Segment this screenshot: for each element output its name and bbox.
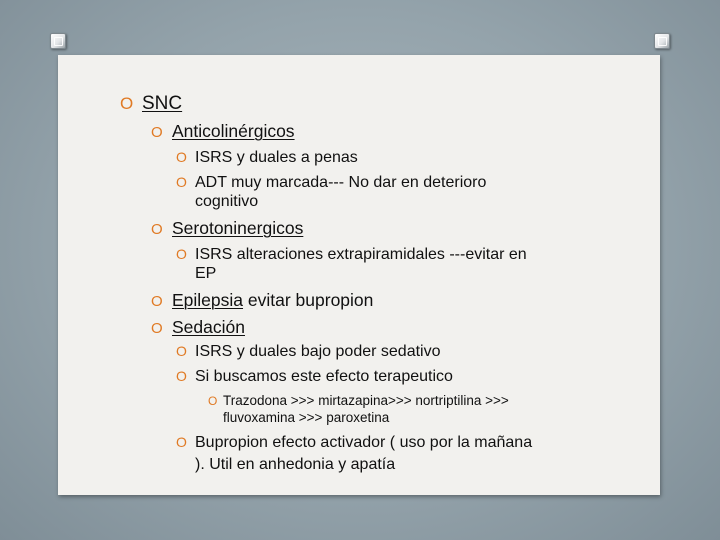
bullet-item-si-buscamos bbox=[176, 368, 453, 386]
bullet-icon: O bbox=[176, 434, 187, 450]
item-text-continuation: cognitivo bbox=[195, 193, 259, 210]
item-text: Si buscamos este efecto terapeutico bbox=[195, 368, 453, 385]
bullet-icon: O bbox=[176, 246, 187, 262]
bullet-icon: O bbox=[208, 394, 218, 408]
item-text: Bupropion efecto activador ( uso por la mañana bbox=[195, 434, 533, 451]
item-text: ISRS y duales a penas bbox=[195, 149, 358, 166]
item-text: Trazodona >>> mirtazapina>>> nortriptilina >>> bbox=[223, 393, 509, 408]
bullet-icon: O bbox=[151, 320, 163, 337]
bullet-item-sedacion bbox=[151, 317, 245, 338]
bullet-item-trazodona bbox=[208, 393, 509, 408]
item-text: ADT muy marcada--- No dar en deterioro bbox=[195, 174, 487, 191]
item-text-continuation: fluvoxamina >>> paroxetina bbox=[223, 410, 390, 425]
bullet-item-serotoninergicos bbox=[151, 218, 303, 239]
item-text-underlined: Epilepsia bbox=[172, 290, 244, 310]
paper-card bbox=[58, 55, 660, 495]
item-text: Sedación bbox=[172, 317, 245, 337]
item-text: Serotoninergicos bbox=[172, 218, 304, 238]
pin-icon bbox=[654, 33, 670, 49]
item-text: evitar bupropion bbox=[243, 290, 374, 310]
item-text: SNC bbox=[142, 93, 183, 114]
bullet-item-snc bbox=[120, 93, 182, 115]
bullet-icon: O bbox=[151, 124, 163, 141]
item-text: Anticolinérgicos bbox=[172, 121, 295, 141]
bullet-icon: O bbox=[176, 343, 187, 359]
item-text: ISRS alteraciones extrapiramidales ---evitar en bbox=[195, 246, 527, 263]
bullet-item-isrs-extrapiramidales bbox=[176, 246, 527, 264]
bullet-item-epilepsia bbox=[151, 290, 373, 311]
bullet-item-anticolinergicos bbox=[151, 121, 295, 142]
bullet-icon: O bbox=[176, 149, 187, 165]
bullet-item-isrs-duales-sedativo bbox=[176, 343, 440, 361]
bullet-icon: O bbox=[120, 94, 134, 113]
bullet-item-isrs-duales-penas bbox=[176, 149, 358, 167]
item-text: ISRS y duales bajo poder sedativo bbox=[195, 343, 441, 360]
bullet-icon: O bbox=[151, 293, 163, 310]
bullet-icon: O bbox=[151, 221, 163, 238]
bullet-icon: O bbox=[176, 174, 187, 190]
bullet-item-adt bbox=[176, 174, 486, 192]
bullet-item-bupropion bbox=[176, 434, 532, 452]
bullet-icon: O bbox=[176, 368, 187, 384]
item-text-continuation: ). Util en anhedonia y apatía bbox=[195, 456, 396, 473]
item-text-continuation: EP bbox=[195, 265, 217, 282]
pin-icon bbox=[50, 33, 66, 49]
